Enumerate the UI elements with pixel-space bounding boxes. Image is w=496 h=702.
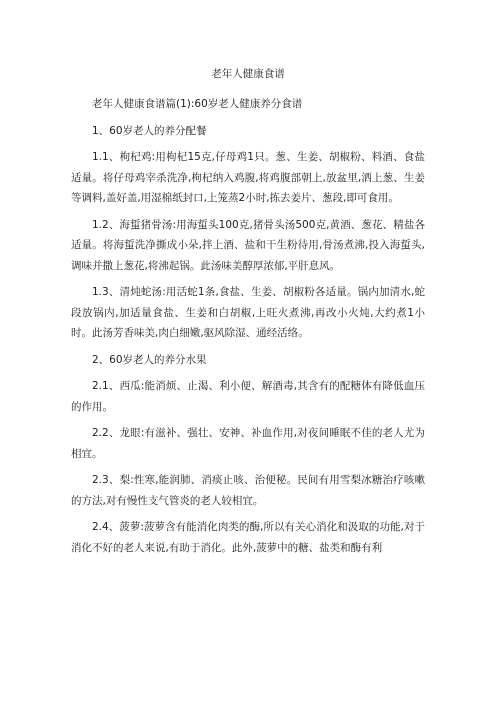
section-heading-1: 1、60岁老人的养分配餐 — [92, 124, 207, 137]
recipe-paragraph-1-3: 1.3、清炖蛇汤:用活蛇1条,食盐、生姜、胡椒粉各适量。锅内加清水,蛇段放锅内,加适量食盐、生姜和白胡椒,上旺火煮沸,再改小火炖,大约煮1小时。此汤芳香味美,肉白细嫩,驱风除湿、通经活络。 — [71, 286, 425, 339]
fruit-paragraph-2-3: 2.3、梨:性寒,能润肺、消痰止咳、治便秘。民间有用雪梨冰糖治疗咳嗽的方法,对有慢性支气管炎的老人较相宜。 — [71, 474, 425, 507]
section-heading-2: 2、60岁老人的养分水果 — [92, 353, 207, 366]
fruit-paragraph-2-1: 2.1、西瓜:能消烦、止渴、利小便、解酒毒,其含有的配糖体有降低血压的作用。 — [71, 380, 425, 413]
fruit-paragraph-2-2: 2.2、龙眼:有滋补、强壮、安神、补血作用,对夜间睡眠不佳的老人尤为相宜。 — [71, 427, 425, 460]
document-subtitle: 老年人健康食谱篇(1):60岁老人健康养分食谱 — [92, 98, 303, 110]
recipe-paragraph-1-1: 1.1、枸杞鸡:用枸杞15克,仔母鸡1只。葱、生姜、胡椒粉、料酒、食盐适量。将仔母鸡宰杀洗净,枸杞纳入鸡腹,将鸡腹部朝上,放盆里,洒上葱、生姜等调料,盖好盖,用湿棉纸封口,上笼蒸2小时,拣去姜片、葱段,即可食用。 — [71, 151, 425, 204]
document-title: 老年人健康食谱 — [211, 68, 285, 80]
fruit-paragraph-2-4: 2.4、菠萝:菠萝含有能消化肉类的酶,所以有关心消化和汲取的功能,对于消化不好的老人来说,有助于消化。此外,菠萝中的糖、盐类和酶有利 — [71, 521, 425, 554]
recipe-paragraph-1-2: 1.2、海蜇猪骨汤:用海蜇头100克,猪骨头汤500克,黄酒、葱花、精盐各适量。将海蜇洗净撕成小朵,拌上酒、盐和干生粉待用,骨汤煮沸,投入海蜇头,调味并撒上葱花,将沸起锅。此汤味美醇厚浓郁,平肝息风。 — [71, 218, 425, 272]
